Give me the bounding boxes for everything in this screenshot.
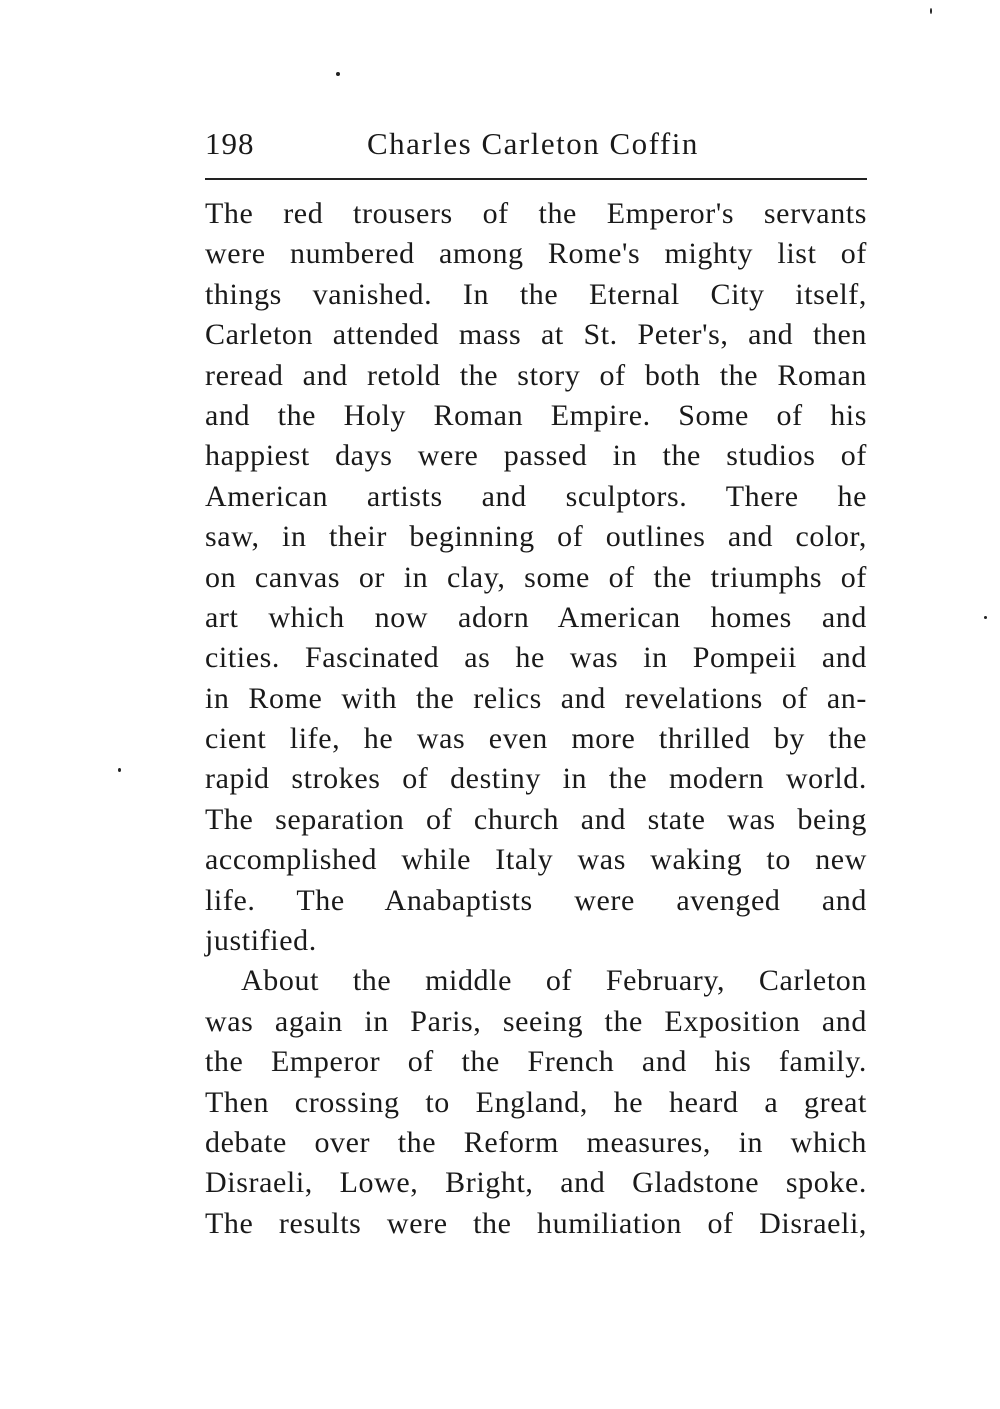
print-speck <box>336 72 340 76</box>
print-speck <box>930 8 932 14</box>
text-line: happiest days were passed in the studios of <box>205 439 867 473</box>
text-line: The red trousers of the Emperor's servants <box>205 197 867 230</box>
text-line: were numbered among Rome's mighty list of <box>205 237 867 271</box>
header-rule <box>205 178 867 180</box>
text-line: debate over the Reform measures, in which <box>205 1125 867 1159</box>
paragraph <box>205 961 867 1244</box>
text-line: reread and retold the story of both the Roman <box>205 358 867 392</box>
text-line: The results were the humiliation of Disraeli, <box>205 1206 867 1240</box>
text-line: Then crossing to England, he heard a great <box>205 1085 867 1119</box>
page-header <box>205 122 867 172</box>
text-line: things vanished. In the Eternal City itself, <box>205 277 867 311</box>
text-line: was again in Paris, seeing the Exposition and <box>205 1004 867 1038</box>
text-line: cities. Fascinated as he was in Pompeii and <box>205 641 867 675</box>
text-line: saw, in their beginning of outlines and color, <box>205 520 867 554</box>
text-line: art which now adorn American homes and <box>205 600 867 634</box>
text-line: cient life, he was even more thrilled by the <box>205 722 867 756</box>
body-text <box>205 194 867 1244</box>
text-line: The separation of church and state was being <box>205 802 867 836</box>
text-line: and the Holy Roman Empire. Some of his <box>205 398 867 432</box>
text-line: life. The Anabaptists were avenged and <box>205 883 867 917</box>
text-line: Carleton attended mass at St. Peter's, and then <box>205 318 867 352</box>
text-line: accomplished while Italy was waking to new <box>205 843 867 877</box>
print-speck <box>984 616 987 619</box>
text-line: American artists and sculptors. There he <box>205 479 867 513</box>
paragraph <box>205 194 867 961</box>
print-speck <box>118 768 121 772</box>
text-line: on canvas or in clay, some of the triumphs of <box>205 560 867 594</box>
text-line: the Emperor of the French and his family. <box>205 1045 867 1079</box>
text-line: rapid strokes of destiny in the modern world. <box>205 762 867 796</box>
text-line: in Rome with the relics and revelations of an- <box>205 681 867 715</box>
running-head: Charles Carleton Coffin <box>367 126 699 161</box>
text-line: About the middle of February, Carleton <box>241 964 867 998</box>
text-line: Disraeli, Lowe, Bright, and Gladstone spoke. <box>205 1166 867 1200</box>
page-number: 198 <box>205 126 255 161</box>
text-line: justified. <box>205 924 317 958</box>
